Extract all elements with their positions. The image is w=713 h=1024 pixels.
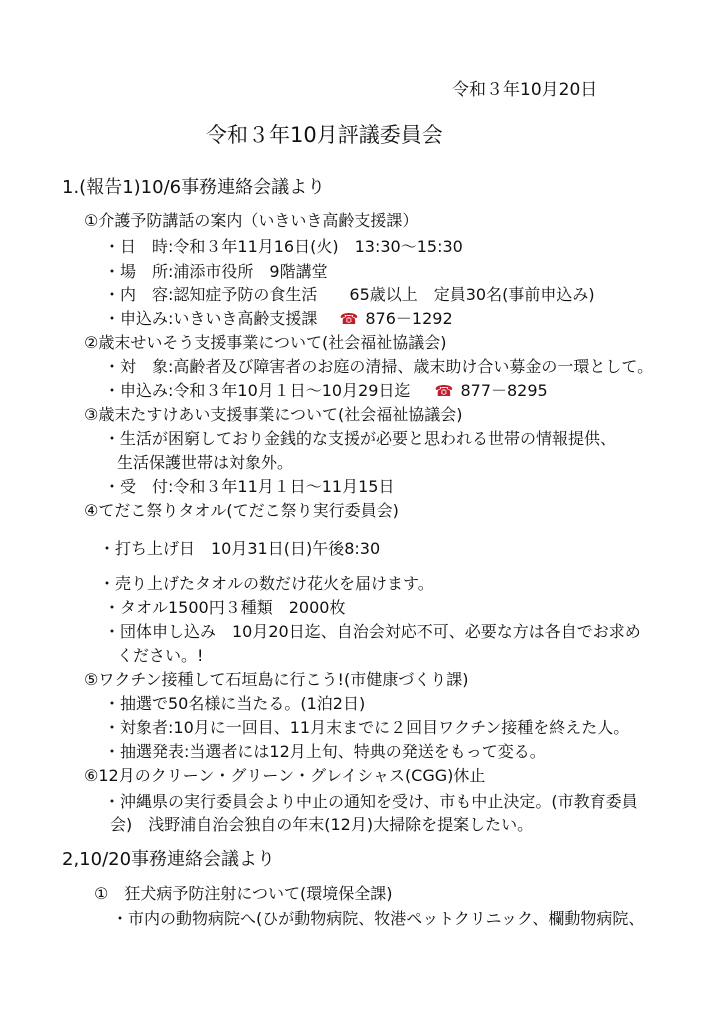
- item-1-title: ①介護予防講話の案内（いきいき高齢支援課）: [84, 211, 419, 230]
- item-2-tel: 877－8295: [460, 381, 548, 400]
- item-4-group-line-2: ください。!: [117, 646, 204, 665]
- telephone-icon: ☎: [434, 382, 454, 400]
- item-3-line-2: 生活保護世帯は対象外。: [117, 453, 294, 472]
- item-2-title: ②歳末せいそう支援事業について(社会福祉協議会): [84, 333, 447, 352]
- item-1-apply-line: [104, 309, 453, 329]
- item-1-apply: ・申込み:いきいき高齢支援課: [104, 309, 318, 328]
- item-1-place: ・場 所:浦添市役所 9階講堂: [104, 262, 328, 281]
- item-1-tel: 876－1292: [365, 309, 453, 328]
- item-3-title: ③歳末たすけあい支援事業について(社会福祉協議会): [84, 405, 463, 424]
- item-5-title: ⑤ワクチン接種して石垣島に行こう!(市健康づくり課): [84, 670, 469, 689]
- item-2-target: ・対 象:高齢者及び障害者のお庭の清掃、歳末助け合い募金の一環として。: [104, 357, 654, 376]
- section-2-heading: 2,10/20事務連絡会議より: [62, 849, 276, 870]
- item-6-title: ⑥12月のクリーン・グリーン・グレイシャス(CGG)休止: [84, 766, 486, 785]
- item-5-lottery: ・抽選で50名様に当たる。(1泊2日): [104, 694, 366, 713]
- item-4-group-line-1: ・団体申し込み 10月20日迄、自治会対応不可、必要な方は各自でお求め: [104, 622, 641, 641]
- document-date: 令和３年10月20日: [452, 80, 598, 100]
- item-4-towel: ・タオル1500円３種類 2000枚: [104, 598, 346, 617]
- item-2-apply-line: [104, 381, 548, 401]
- section-2-item-1-title: ① 狂犬病予防注射について(環境保全課): [94, 884, 393, 903]
- item-5-eligible: ・対象者:10月に一回目、11月末までに２回目ワクチン接種を終えた人。: [104, 718, 630, 737]
- item-4-fireworks: ・打ち上げ日 10月31日(日)午後8:30: [99, 539, 381, 558]
- item-4-title: ④てだこ祭りタオル(てだこ祭り実行委員会): [84, 501, 399, 520]
- telephone-icon: ☎: [339, 310, 359, 328]
- item-1-datetime: ・日 時:令和３年11月16日(火) 13:30～15:30: [104, 237, 463, 256]
- item-5-announce: ・抽選発表:当選者には12月上旬、特典の発送をもって変る。: [104, 742, 546, 761]
- section-2-item-1-line-1: ・市内の動物病院へ(ひが動物病院、牧港ペットクリニック、欄動物病院、: [112, 909, 645, 928]
- section-1-heading: 1.(報告1)10/6事務連絡会議より: [62, 177, 326, 198]
- document-title: 令和３年10月評議委員会: [206, 123, 443, 147]
- item-2-apply: ・申込み:令和３年10月１日～10月29日迄: [104, 381, 411, 400]
- item-6-line-2: 会) 浅野浦自治会独自の年末(12月)大掃除を提案したい。: [110, 815, 534, 834]
- item-3-line-1: ・生活が困窮しており金銭的な支援が必要と思われる世帯の情報提供、: [104, 429, 617, 448]
- item-4-towels-sold: ・売り上げたタオルの数だけ花火を届けます。: [99, 574, 434, 593]
- item-1-content: ・内 容:認知症予防の食生活 65歳以上 定員30名(事前申込み): [104, 285, 595, 304]
- item-6-line-1: ・沖縄県の実行委員会より中止の通知を受け、市も中止決定。(市教育委員: [104, 792, 638, 811]
- item-3-reception: ・受 付:令和３年11月１日～11月15日: [104, 477, 395, 496]
